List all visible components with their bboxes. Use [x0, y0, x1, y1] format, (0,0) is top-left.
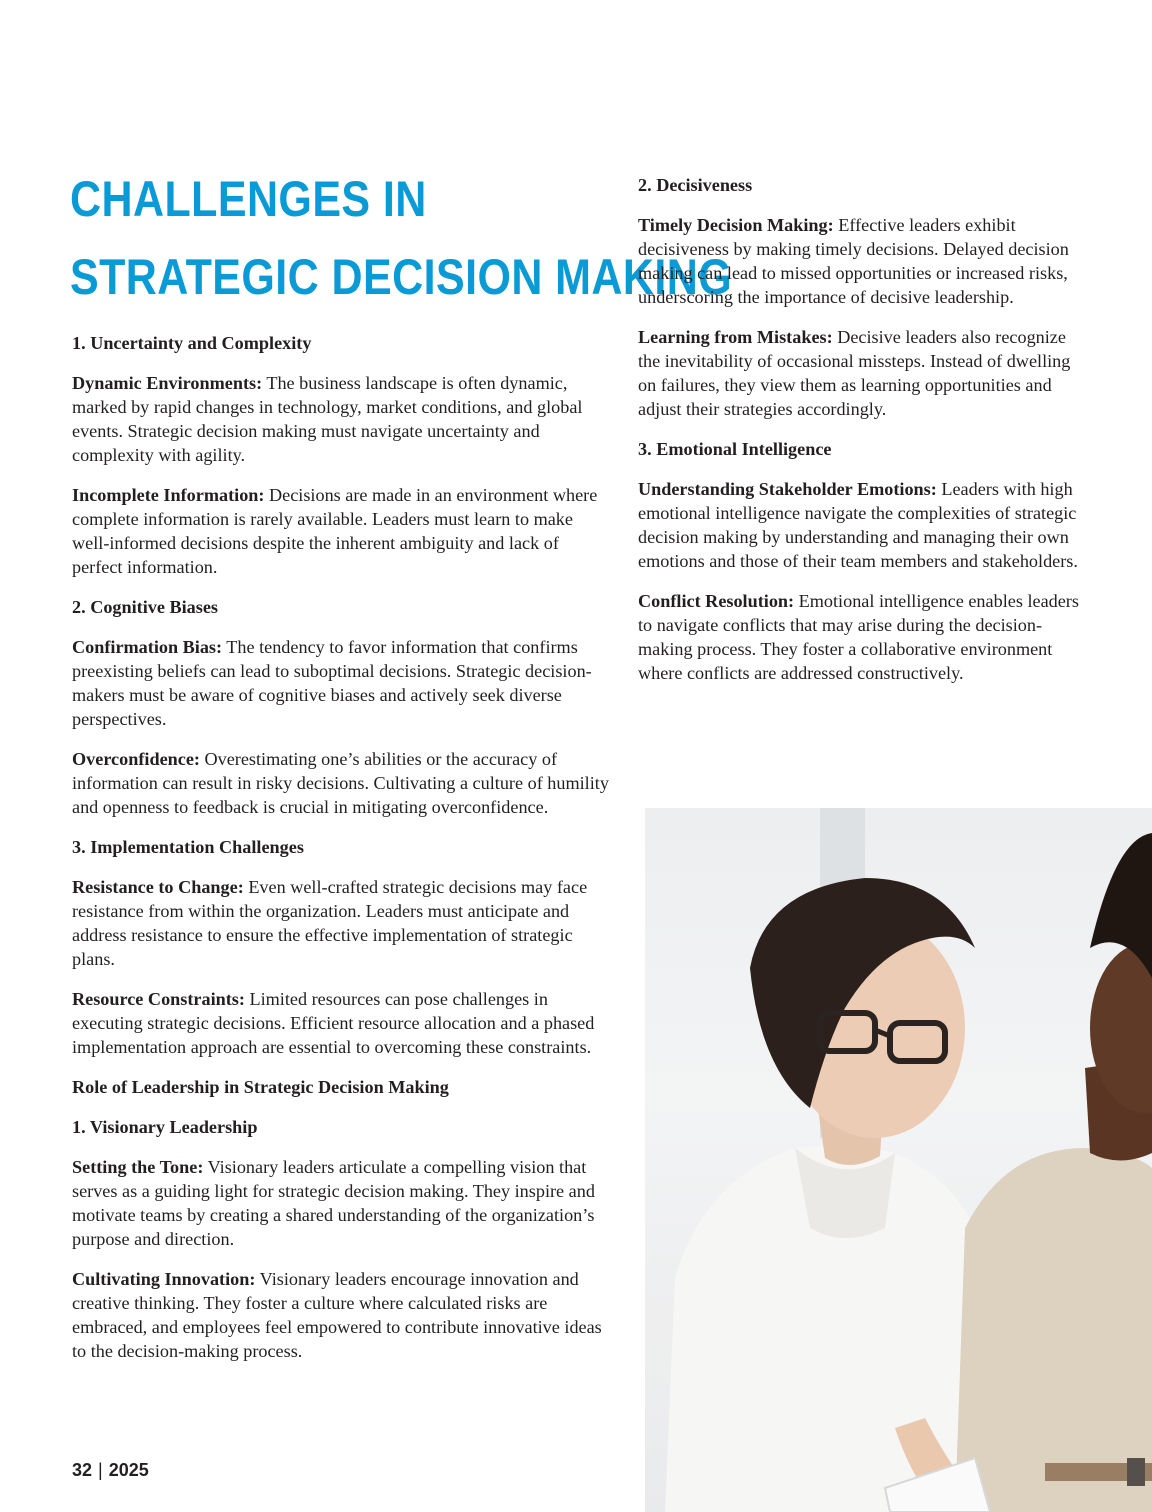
- paragraph: [638, 477, 1083, 573]
- section-heading: 2. Decisiveness: [638, 175, 753, 195]
- paragraph: [72, 875, 612, 971]
- paragraph-label: Understanding Stakeholder Emotions:: [638, 479, 937, 499]
- paragraph: [638, 589, 1083, 685]
- paragraph-text: Overestimating one’s abilities or the accuracy of information can result in risky decisions. Cultivating a culture of humility and openness to feedback is crucial in mitigating overconfidence.: [72, 749, 609, 817]
- paragraph-text: Emotional intelligence enables leaders to navigate conflicts that may arise during the decision-making process. They foster a collaborative environment where conflicts are addressed constructively.: [638, 591, 1079, 683]
- section-heading: 1. Uncertainty and Complexity: [72, 333, 312, 353]
- paragraph-text: Visionary leaders encourage innovation and creative thinking. They foster a culture where calculated risks are embraced, and employees feel empowered to contribute innovative ideas to the decision-making process.: [72, 1269, 602, 1361]
- paragraph-text: The tendency to favor information that confirms preexisting beliefs can lead to suboptimal decisions. Strategic decision-makers must be aware of cognitive biases and actively seek diverse perspectives.: [72, 637, 592, 729]
- paragraph-text: The business landscape is often dynamic, marked by rapid changes in technology, market conditions, and global events. Strategic decision making must navigate uncertainty and complexity with agility.: [72, 373, 583, 465]
- paragraph: [72, 483, 612, 579]
- paragraph-text: Even well-crafted strategic decisions may face resistance from within the organization. Leaders must anticipate and address resistance to ensure the effective implementation of strategic plans.: [72, 877, 588, 969]
- paragraph: [72, 987, 612, 1059]
- footer-separator: |: [98, 1460, 103, 1480]
- paragraph-label: Resource Constraints:: [72, 989, 245, 1009]
- paragraph-text: Leaders with high emotional intelligence navigate the complexities of strategic decision making by understanding and managing their own emotions and those of their team members and stakeholders.: [638, 479, 1078, 571]
- left-column: [72, 331, 612, 1379]
- paragraph-label: Incomplete Information:: [72, 485, 265, 505]
- paragraph-text: Decisions are made in an environment where complete information is rarely available. Leaders must learn to make well-informed decisions despite the inherent ambiguity and lack of perfect information.: [72, 485, 598, 577]
- paragraph: [638, 213, 1083, 309]
- paragraph: [72, 747, 612, 819]
- paragraph-text: Limited resources can pose challenges in executing strategic decisions. Efficient resource allocation and a phased implementation approach are essential to overcoming these constraints.: [72, 989, 595, 1057]
- page-footer: [72, 1460, 149, 1481]
- paragraph: [72, 635, 612, 731]
- paragraph-label: Overconfidence:: [72, 749, 200, 769]
- paragraph-label: Timely Decision Making:: [638, 215, 834, 235]
- paragraph-label: Conflict Resolution:: [638, 591, 795, 611]
- right-column: [638, 173, 1083, 701]
- issue-year: 2025: [108, 1460, 149, 1480]
- section-heading: 3. Implementation Challenges: [72, 837, 304, 857]
- page-number: 32: [72, 1460, 93, 1480]
- paragraph-label: Setting the Tone:: [72, 1157, 204, 1177]
- paragraph: [72, 1155, 612, 1251]
- paragraph-text: Decisive leaders also recognize the inevitability of occasional missteps. Instead of dwelling on failures, they view them as learning opportunities and adjust their strategies accordingly.: [638, 327, 1071, 419]
- paragraph: [638, 325, 1083, 421]
- paragraph-text: Effective leaders exhibit decisiveness by making timely decisions. Delayed decision making can lead to missed opportunities or increased risks, underscoring the importance of decisive leadership.: [638, 215, 1069, 307]
- section-heading: 3. Emotional Intelligence: [638, 439, 832, 459]
- paragraph-label: Dynamic Environments:: [72, 373, 263, 393]
- paragraph-label: Confirmation Bias:: [72, 637, 223, 657]
- paragraph-label: Resistance to Change:: [72, 877, 244, 897]
- paragraph-text: Visionary leaders articulate a compelling vision that serves as a guiding light for strategic decision making. They inspire and motivate teams by creating a shared understanding of the organization’s purpose and direction.: [72, 1157, 595, 1249]
- paragraph: [72, 1267, 612, 1363]
- section-heading: 2. Cognitive Biases: [72, 597, 219, 617]
- section-heading: Role of Leadership in Strategic Decision Making: [72, 1077, 449, 1097]
- paragraph: [72, 371, 612, 467]
- title-line-2: STRATEGIC DECISION MAKING: [70, 249, 733, 305]
- section-heading: 1. Visionary Leadership: [72, 1117, 258, 1137]
- photo-two-women-reviewing-document: [645, 808, 1152, 1512]
- paragraph-label: Cultivating Innovation:: [72, 1269, 256, 1289]
- paragraph-label: Learning from Mistakes:: [638, 327, 833, 347]
- title-line-1: CHALLENGES IN: [70, 171, 427, 227]
